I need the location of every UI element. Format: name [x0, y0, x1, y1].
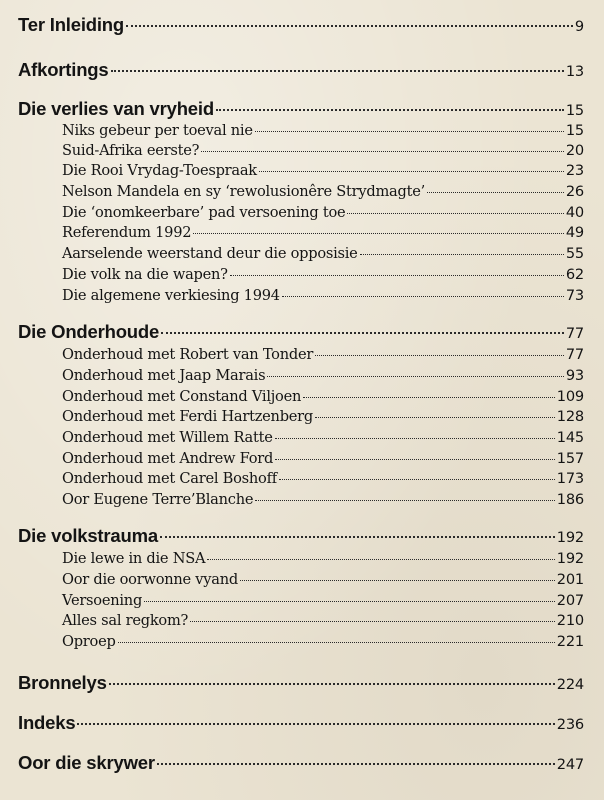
dot-leader	[77, 723, 554, 725]
toc-section-entry	[62, 592, 584, 609]
toc-entry-page: 93	[565, 367, 584, 384]
toc-entry-title: Die ‘onomkeerbare’ pad versoening toe	[62, 204, 346, 221]
toc-entry-title: Ter Inleiding	[18, 14, 125, 35]
toc-entry-title: Aarselende weerstand deur die opposisie	[62, 245, 358, 262]
toc-entry-page: 201	[556, 571, 584, 588]
toc-section-entry	[62, 122, 584, 139]
toc-section-entry	[62, 450, 584, 467]
dot-leader	[255, 131, 564, 132]
toc-chapter-entry	[18, 672, 584, 694]
toc-section-entry	[62, 388, 584, 405]
toc-entry-title: Die volk na die wapen?	[62, 266, 228, 283]
toc-entry-page: 207	[556, 592, 584, 609]
dot-leader	[216, 109, 564, 111]
toc-section-entry	[62, 266, 584, 283]
dot-leader	[275, 438, 555, 439]
toc-entry-page: 15	[565, 122, 584, 139]
dot-leader	[111, 70, 564, 72]
toc-entry-title: Alles sal regkom?	[62, 612, 189, 629]
toc-entry-title: Die lewe in die NSA	[62, 550, 206, 567]
toc-chapter-entry	[18, 59, 584, 81]
toc-section-entry	[62, 470, 584, 487]
toc-entry-page: 192	[556, 550, 584, 567]
toc-section-entry	[62, 245, 584, 262]
toc-entry-page: 192	[556, 529, 584, 546]
toc-entry-page: 55	[565, 245, 584, 262]
toc-entry-page: 15	[565, 102, 584, 119]
toc-entry-title: Die algemene verkiesing 1994	[62, 287, 280, 304]
toc-section-entry	[62, 183, 584, 200]
dot-leader	[126, 25, 573, 27]
dot-leader	[160, 536, 555, 538]
toc-entry-title: Niks gebeur per toeval nie	[62, 122, 253, 139]
toc-entry-page: 40	[565, 204, 584, 221]
toc-section-entry	[62, 346, 584, 363]
toc-entry-title: Oproep	[62, 633, 116, 650]
toc-entry-title: Afkortings	[18, 59, 109, 80]
toc-entry-page: 62	[565, 266, 584, 283]
toc-section-entry	[62, 571, 584, 588]
toc-entry-page: 224	[556, 676, 584, 693]
toc-entry-title: Die verlies van vryheid	[18, 98, 214, 119]
toc-entry-title: Die Rooi Vrydag-Toespraak	[62, 162, 257, 179]
toc-entry-title: Versoening	[62, 592, 143, 609]
toc-section-entry	[62, 162, 584, 179]
toc-chapter-entry	[18, 14, 584, 36]
toc-entry-page: 13	[565, 63, 584, 80]
toc-chapter-entry	[18, 525, 584, 547]
toc-section-entry	[62, 491, 584, 508]
toc-entry-page: 210	[556, 612, 584, 629]
toc-entry-page: 9	[574, 18, 584, 35]
dot-leader	[240, 580, 555, 581]
toc-section-entry	[62, 224, 584, 241]
toc-entry-title: Onderhoud met Willem Ratte	[62, 429, 273, 446]
toc-entry-title: Nelson Mandela en sy ‘rewolusionêre Strydmagte’	[62, 183, 425, 200]
toc-entry-title: Die Onderhoude	[18, 321, 160, 342]
toc-entry-page: 247	[556, 756, 584, 773]
toc-entry-title: Die volkstrauma	[18, 525, 158, 546]
dot-leader	[193, 233, 564, 234]
toc-entry-page: 109	[556, 388, 584, 405]
dot-leader	[427, 192, 564, 193]
toc-entry-title: Oor Eugene Terre’Blanche	[62, 491, 254, 508]
dot-leader	[315, 355, 564, 356]
dot-leader	[255, 500, 554, 501]
toc-entry-title: Bronnelys	[18, 672, 107, 693]
toc-entry-page: 157	[556, 450, 584, 467]
dot-leader	[267, 376, 564, 377]
toc-section-entry	[62, 204, 584, 221]
dot-leader	[360, 254, 564, 255]
toc-entry-page: 73	[565, 287, 584, 304]
dot-leader	[144, 601, 555, 602]
toc-section-entry	[62, 633, 584, 650]
toc-entry-title: Onderhoud met Constand Viljoen	[62, 388, 302, 405]
dot-leader	[279, 479, 555, 480]
toc-section-entry	[62, 612, 584, 629]
toc-entry-title: Onderhoud met Andrew Ford	[62, 450, 274, 467]
toc-chapter-entry	[18, 98, 584, 120]
dot-leader	[303, 397, 555, 398]
dot-leader	[190, 621, 555, 622]
dot-leader	[207, 559, 554, 560]
toc-entry-title: Onderhoud met Carel Boshoff	[62, 470, 277, 487]
toc-entry-page: 145	[556, 429, 584, 446]
toc-entry-title: Suid-Afrika eerste?	[62, 142, 200, 159]
toc-entry-page: 77	[565, 346, 584, 363]
dot-leader	[109, 683, 555, 685]
toc-section-entry	[62, 287, 584, 304]
toc-entry-title: Oor die oorwonne vyand	[62, 571, 238, 588]
toc-entry-title: Oor die skrywer	[18, 752, 155, 773]
toc-entry-page: 49	[565, 224, 584, 241]
toc-section-entry	[62, 429, 584, 446]
dot-leader	[157, 763, 555, 765]
dot-leader	[315, 417, 555, 418]
toc-section-entry	[62, 367, 584, 384]
toc-section-entry	[62, 408, 584, 425]
toc-entry-page: 26	[565, 183, 584, 200]
dot-leader	[118, 642, 555, 643]
toc-chapter-entry	[18, 712, 584, 734]
dot-leader	[282, 296, 564, 297]
toc-entry-title: Indeks	[18, 712, 76, 733]
toc-entry-page: 128	[556, 408, 584, 425]
toc-entry-page: 173	[556, 470, 584, 487]
toc-section-entry	[62, 142, 584, 159]
toc-chapter-entry	[18, 321, 584, 343]
toc-entry-title: Referendum 1992	[62, 224, 192, 241]
toc-entry-page: 20	[565, 142, 584, 159]
toc-chapter-entry	[18, 752, 584, 774]
dot-leader	[201, 151, 564, 152]
toc-entry-title: Onderhoud met Jaap Marais	[62, 367, 266, 384]
dot-leader	[230, 275, 564, 276]
toc-entry-page: 23	[565, 162, 584, 179]
dot-leader	[259, 171, 564, 172]
dot-leader	[275, 459, 555, 460]
toc-entry-title: Onderhoud met Ferdi Hartzenberg	[62, 408, 313, 425]
dot-leader	[347, 213, 563, 214]
toc-entry-page: 77	[565, 325, 584, 342]
toc-section-entry	[62, 550, 584, 567]
toc-entry-title: Onderhoud met Robert van Tonder	[62, 346, 314, 363]
dot-leader	[161, 332, 564, 334]
toc-entry-page: 186	[556, 491, 584, 508]
toc-entry-page: 221	[556, 633, 584, 650]
toc-entry-page: 236	[556, 716, 584, 733]
